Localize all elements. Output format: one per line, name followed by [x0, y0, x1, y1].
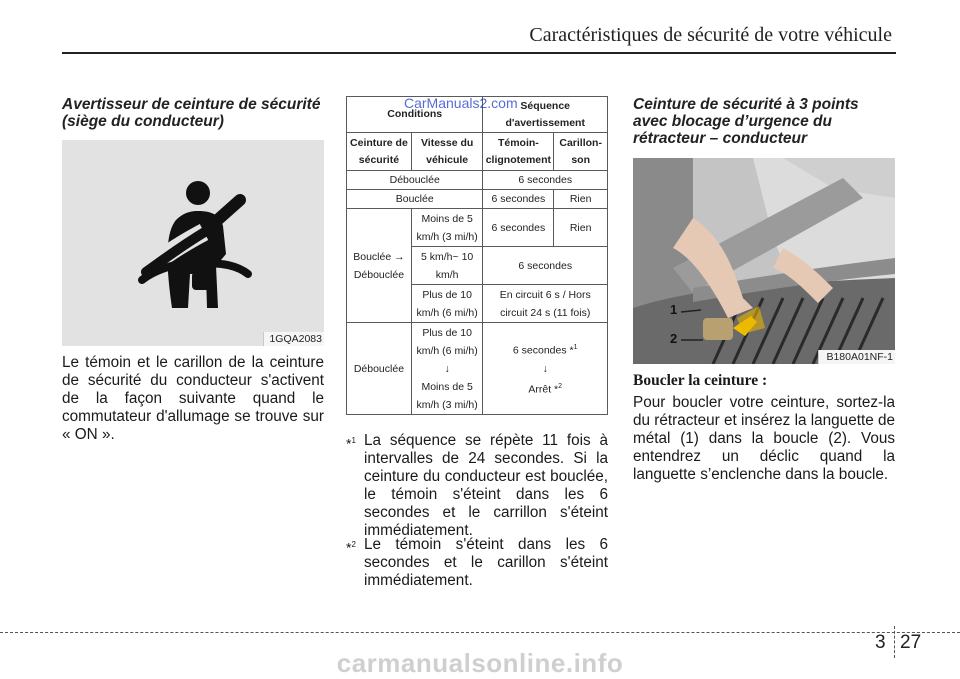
header-speed: Vitesse du véhicule [411, 133, 483, 171]
group4-speed [411, 323, 483, 415]
group3b-speed: 5 km/h~ 10 km/h [411, 247, 483, 285]
left-section-title: Avertisseur de ceinture de sécurité (siège du conducteur) [62, 96, 321, 130]
header-conditions: Conditions [347, 97, 483, 133]
seatbelt-buckle-photo [633, 158, 895, 364]
buckle-subheading: Boucler la ceinture : [633, 372, 768, 389]
group3c-sequence: En circuit 6 s / Hors circuit 24 s (11 fois) [483, 285, 608, 323]
row-buckled-chime: Rien [554, 190, 608, 209]
group4-sequence-arrow: ↓ [542, 362, 548, 375]
left-figure-caption: 1GQA2083 [263, 332, 324, 346]
group4-belt: Débouclée [347, 323, 412, 415]
header-sequence: Séquence d'avertissement [483, 97, 608, 133]
group4-sequence-top: 6 secondes *$^1$ [512, 344, 578, 357]
row-buckled-condition: Bouclée [347, 190, 483, 209]
callout-2: 2 [670, 331, 678, 346]
footnote-1-mark: *$^1$ [346, 435, 356, 452]
header-rule [62, 52, 896, 54]
chapter-number: 3 [875, 632, 886, 653]
group4-speed-arrow: ↓ [444, 362, 450, 375]
site-watermark: carmanualsonline.info [336, 648, 624, 678]
group4-speed-top: Plus de 10 km/h (6 mi/h) [416, 326, 478, 357]
footnote-1-text: La séquence se répète 11 fois à intervalles de 24 secondes. Si la ceinture du conducteur est bouclée, le témoin s'éteint dans les 6 secondes et le carrillon s'éteint immédiatement. [364, 432, 608, 539]
group4-sequence-bottom: Arrêt *$^2$ [528, 382, 563, 395]
callout-1: 1 [670, 302, 678, 317]
seatbelt-warning-icon [62, 140, 324, 330]
right-figure-caption: B180A01NF-1 [818, 350, 895, 364]
group4-speed-bottom: Moins de 5 km/h (3 mi/h) [416, 380, 478, 411]
row-buckled-indicator: 6 secondes [483, 190, 554, 209]
group3a-indicator: 6 secondes [483, 209, 554, 247]
group3c-speed: Plus de 10 km/h (6 mi/h) [411, 285, 483, 323]
page-number: 27 [900, 632, 922, 653]
header-indicator: Témoin-clignotement [483, 133, 554, 171]
group3a-chime: Rien [554, 209, 608, 247]
header-belt: Ceinture de sécurité [347, 133, 412, 171]
group3b-sequence: 6 secondes [483, 247, 608, 285]
row-unbuckled-condition: Débouclée [347, 171, 483, 190]
header-title: Caractéristiques de sécurité de votre véhicule [529, 24, 892, 46]
left-paragraph: Le témoin et le carillon de la ceinture de sécurité du conducteur s'activent de la façon suivante quand le commutateur d'allumage se trouve sur « ON ». [62, 354, 324, 443]
group3-belt: Bouclée → Débouclée [347, 209, 412, 323]
warning-sequence-table [346, 96, 608, 415]
right-section-title: Ceinture de sécurité à 3 points avec blocage d’urgence du rétracteur – conducteur [633, 96, 859, 147]
group4-sequence [483, 323, 608, 415]
footnote-2-text: Le témoin s'éteint dans les 6 secondes et le carillon s'éteint immédiatement. [364, 536, 608, 589]
seatbelt-warning-figure [62, 140, 324, 346]
group3a-speed: Moins de 5 km/h (3 mi/h) [411, 209, 483, 247]
footnote-2 [346, 536, 608, 590]
watermark-text: CarManuals2.com [404, 95, 518, 111]
footnote-1 [346, 432, 608, 540]
footnote-2-mark: *$^2$ [346, 539, 356, 556]
footer-rule [0, 632, 960, 633]
header-chime: Carillon-son [554, 133, 608, 171]
right-paragraph: Pour boucler votre ceinture, sortez-la du rétracteur et insérez la languette de métal (1) dans la boucle (2). Vous entendrez un déclic quand la languette s’enclenche dans la boucle. [633, 394, 895, 483]
row-unbuckled-sequence: 6 secondes [483, 171, 608, 190]
